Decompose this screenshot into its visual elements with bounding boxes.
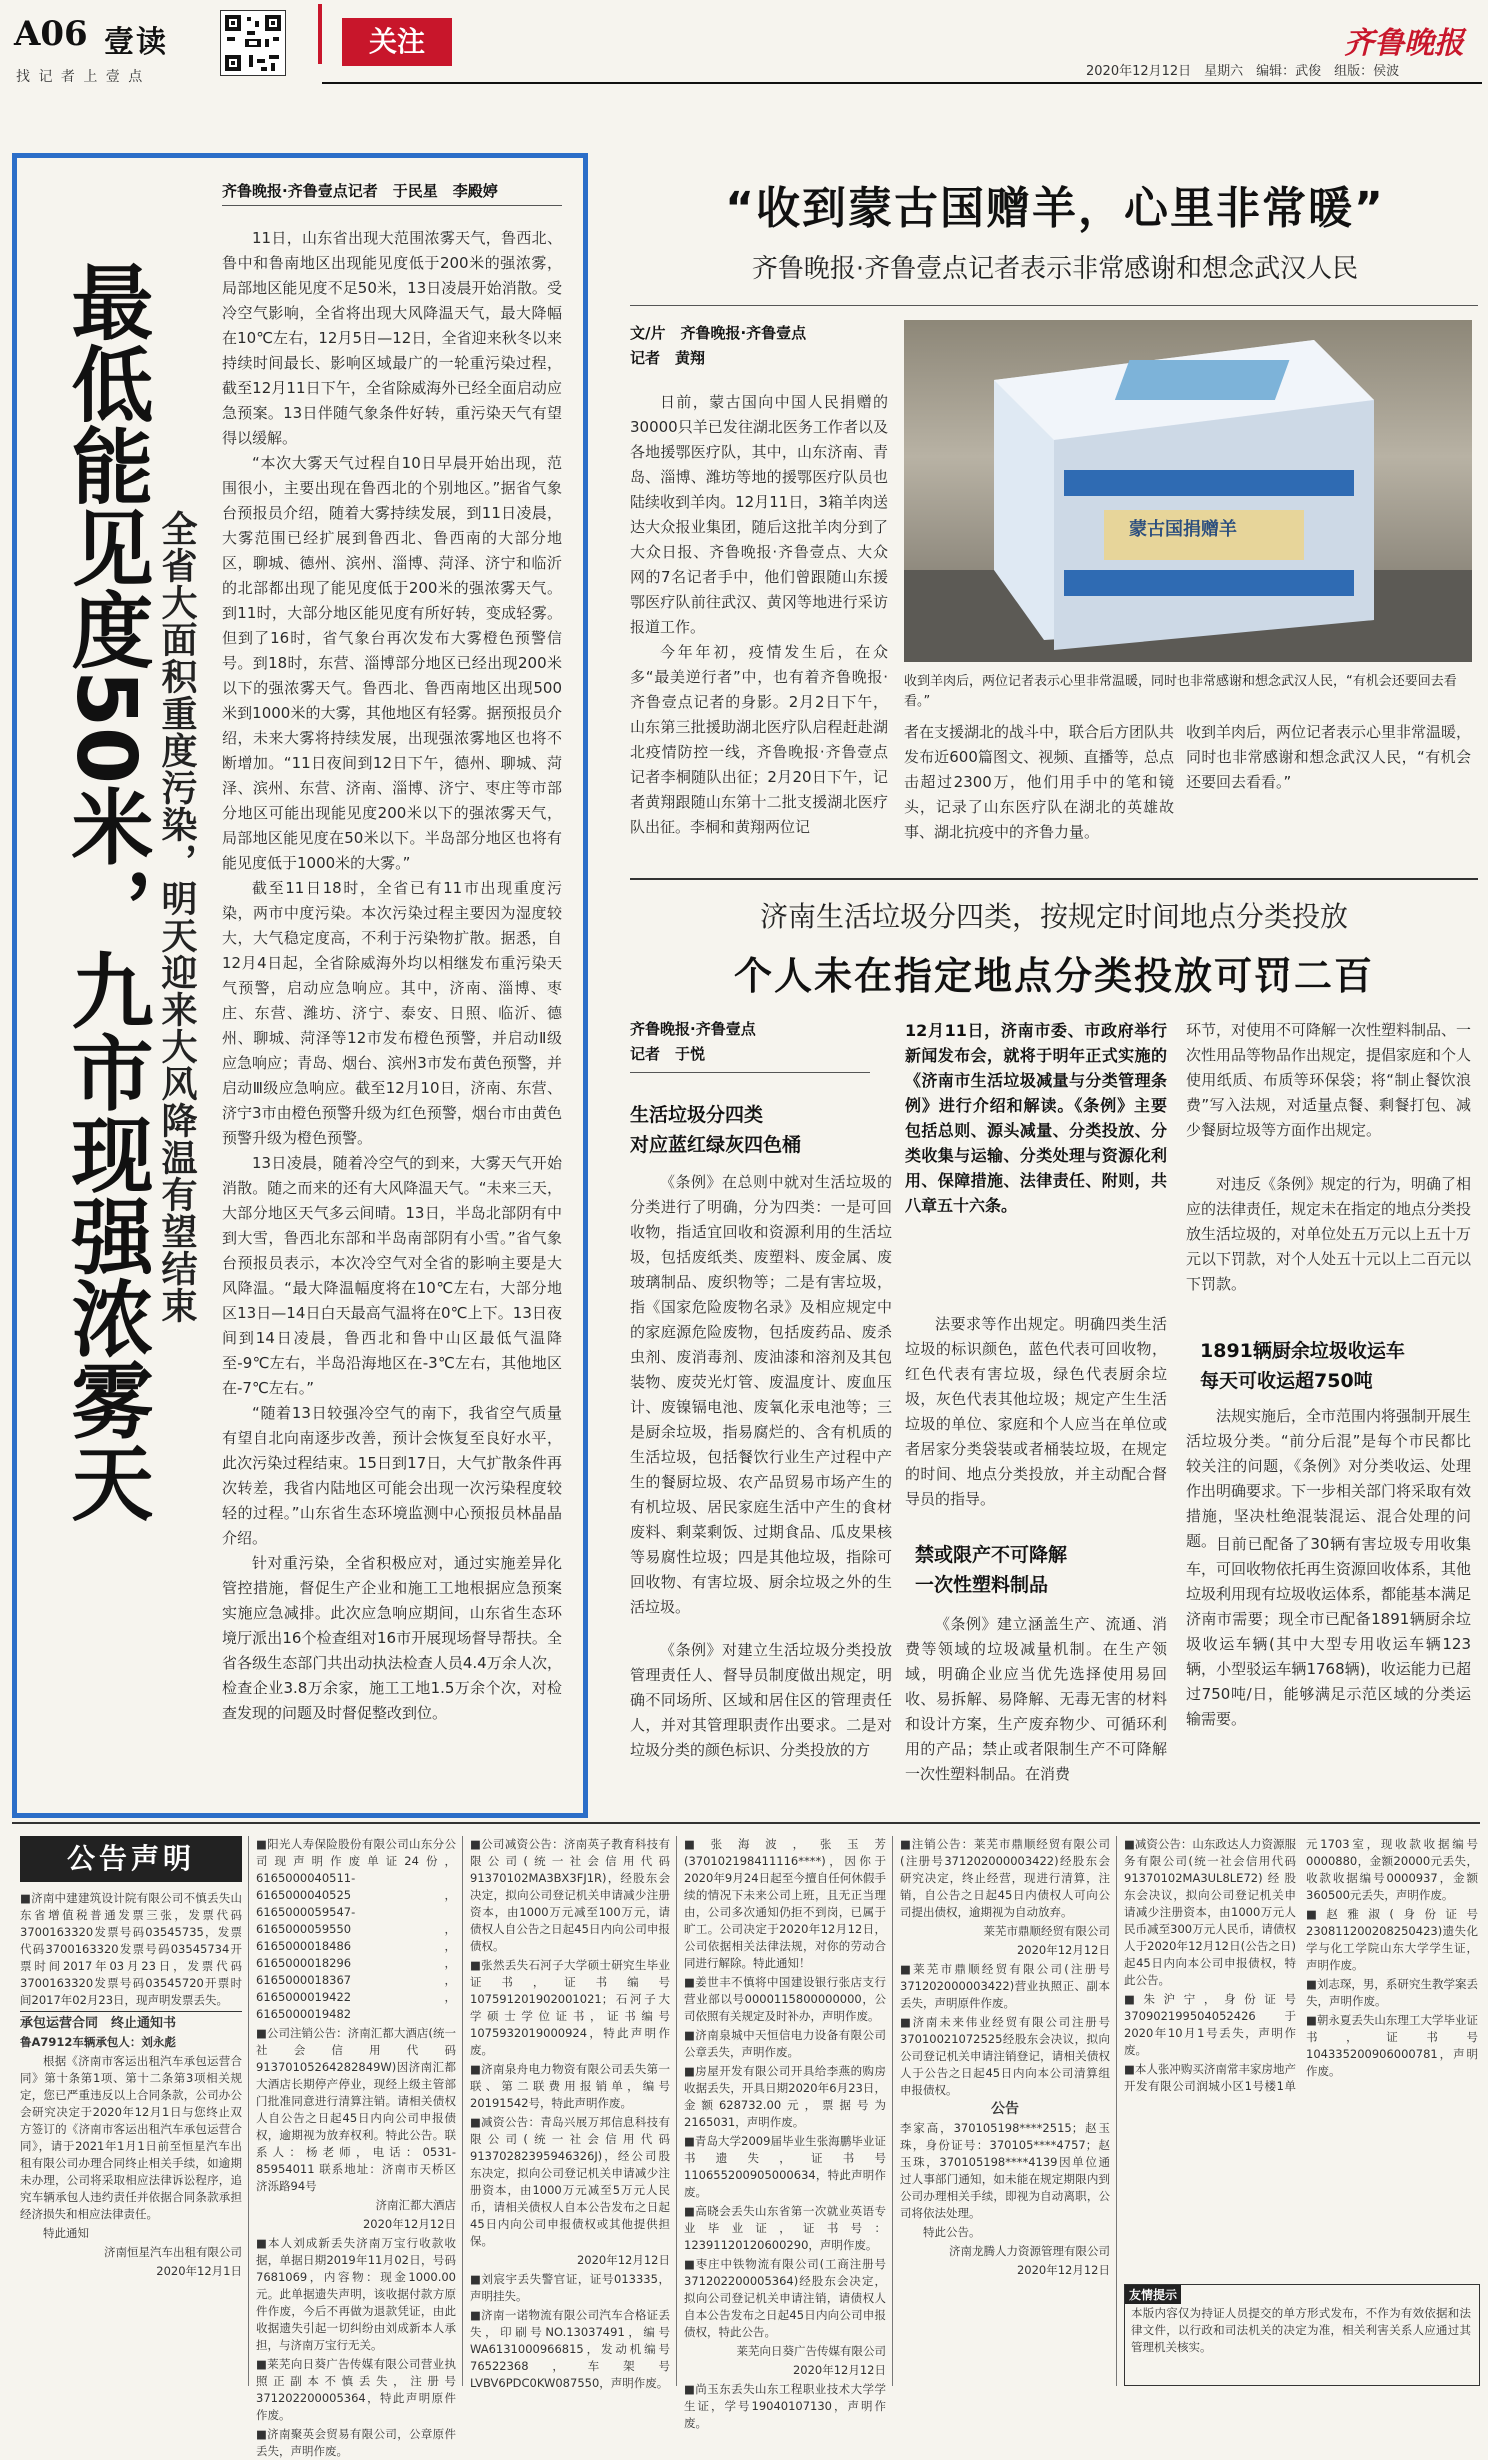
sheep-headline: “收到蒙古国赠羊，心里非常暖” [725,183,1385,234]
notice-1-3: 鲁A7912车辆承包人：刘永彪 [20,2035,176,2049]
trash-col3c: 法规实施后，全市范围内将强制开展生活垃圾分类。“前分后混”是每个市民都比较关注的问题，《条例》对分类收运、处理作出明确要求。下一步相关部门将采取有效措施，坚决杜绝混装混运、混合处理的问题。 [1186,1407,1472,1550]
sheep-para-1: 日前，蒙古国向中国人民捐赠的30000只羊已发往湖北医务工作者以及各地援鄂医疗队，其中，山东济南、青岛、淄博、潍坊等地的援鄂医疗队员也陆续收到羊肉。12月11日，3箱羊肉送达大众报业集团，随后这批羊肉分到了大众日报、齐鲁晚报·齐鲁壹点、大众网的7名记者手中，他们曾跟随山东援鄂医疗队前往武汉、黄冈等地进行采访报道工作。 [630,393,888,636]
notice-1-4: 根据《济南市客运出租汽车承包运营合同》第十条第1项、第十二条第3项相关规定，您已严重违反以上合同条款，公司办公会研究决定于2020年12月1日与您终止双方签订的《济南市客运出租汽车承包运营合同》，请于2021年1月1日前至恒星汽车出租有限公司办理合同终止相关手续，如逾期未办理，公司将采取相应法律诉讼程序，追究车辆承包人违约责任并依据合同条款承担经济损失和相应法律责任。 [20,2054,242,2221]
notice-6-2: ■朱沪宁，身份证号370902199504052426于2020年10月1号丢失，声明作废。 [1124,1992,1296,2057]
notice-6-3: ■本人张冲购买济南常丰家房地产开发有限公司润城小区1号楼1单元1703室，现收款收据编号0000880，金额20000元丢失，收款收据编号0000937，金额360500元丢失，声明作废。 [1124,1837,1478,2093]
trash-sub-1: 生活垃圾分四类 对应蓝红绿灰四色桶 [630,1104,802,1156]
trash-sub-3: 1891辆厨余垃圾收运车 每天可收运超750吨 [1200,1340,1405,1392]
notice-4-4: ■房屋开发有限公司开具给李燕的购房收据丢失，开具日期2020年6月23日，金额628732.00元，票据号为2165031，声明作废。 [684,2064,886,2129]
notice-5-3: 2020年12月12日 [1016,1943,1110,1957]
notice-divider-1 [248,1836,249,2386]
notice-2-4: 2020年12月12日 [362,2217,456,2231]
notice-col-6 [1124,1836,1478,2276]
notice-1-5: 特此通知 [43,2226,89,2240]
notice-col-4 [684,1836,886,2430]
page-code: A06 [14,14,88,54]
sheep-subhead: 齐鲁晚报·齐鲁壹点记者表示非常感谢和想念武汉人民 [751,254,1359,284]
notice-4-7: ■枣庄中铁物流有限公司(工商注册号371202200005364)经股东会决定，拟向公司登记机关申请注销，请债权人自本公告发布之日起45日内向公司申报债权，特此公告。 [684,2257,886,2339]
notice-6-6: ■朝永夏丢失山东理工大学毕业证书，证书号104335200906000781，声明作废。 [1306,2013,1478,2078]
notice-2-5: ■本人刘成新丢失济南万宝行收款收据，单据日期2019年11月02日，号码7681069，内容物：现金1000.00元。此单据遗失声明，该收据付款方原件作废，今后不再做为退款凭证，由此收据遗失引起一切纠纷由刘成新本人承担，与济南万宝行无关。 [256,2236,456,2352]
notices-label: 公告声明 [20,1836,242,1882]
trash-kicker: 济南生活垃圾分四类，按规定时间地点分类投放 [759,900,1348,933]
notice-4-3: ■济南泉城中天恒信电力设备有限公司公章丢失，声明作废。 [684,2028,886,2059]
byline-rule [222,205,562,206]
brand-logo: 齐鲁晚报 [1344,26,1464,61]
lead-subhead: 全省大面积重度污染，明天迎来大风降温有望结束 [156,510,197,1324]
trash-col3d: 目前已配备了30辆有害垃圾专用收集车，可回收物依托再生资源回收体系，其他垃圾利用现有垃圾收运体系，都能基本满足济南市需要；现全市已配备1891辆厨余垃圾收运车辆(其中大型专用收运车辆123辆，小型驳运车辆1768辆)，收运能力已超过750吨/日，能够满足示范区域的分类运输需要。 [1186,1535,1472,1728]
trash-col2b: 《条例》建立涵盖生产、流通、消费等领域的垃圾减量机制。在生产领域，明确企业应当优先选择使用易回收、易拆解、易降解、无毒无害的材料和设计方案，生产废弃物少、可循环利用的产品；禁止或者限制生产不可降解一次性塑料制品。在消费 [905,1615,1167,1783]
sheep-body [630,390,888,870]
notice-divider-2 [462,1836,463,2386]
sheep-rule [630,305,1478,306]
notice-5-2: 莱芜市鼎顺经贸有限公司 [983,1924,1110,1938]
lead-para-4: 13日凌晨，随着冷空气的到来，大雾天气开始消散。随之而来的还有大风降温天气。“未来三天，大部分地区天气多云间晴。13日，半岛北部阴有中到大雪，鲁西北东部和半岛南部阴有小雪。”省气象台预报员表示，本次冷空气对全省的影响主要是大风降温。“最大降温幅度将在10℃左右，大部分地区13日—14日白天最高气温将在0℃上下。13日夜间到14日凌晨，鲁西北和鲁中山区最低气温降至-9℃左右，半岛沿海地区在-3℃左右，其他地区在-7℃左右。” [222,1154,562,1397]
sheep-continuation: 者在支援湖北的战斗中，联合后方团队共发布近600篇图文、视频、直播等，总点击超过2300万，他们用手中的笔和镜头，记录了山东医疗队在湖北的英雄故事、湖北抗疫中的齐鲁力量。 [904,723,1175,841]
notice-6-4: ■赵雅淑(身份证号230811200208250423)遗失化学与化工学院山东大学学生证，声明作废。 [1306,1907,1478,1972]
sheep-byline-1: 文/片 齐鲁晚报·齐鲁壹点 [630,324,807,342]
friendly-tip-box [1124,2284,1480,2386]
notice-6-5: ■刘志琛，男，系研究生教学案丢失，声明作废。 [1306,1977,1478,2008]
notice-4-2: ■姜世丰不慎将中国建设银行张店支行营业部以号0000115800000000，公司依照有关规定及时补办，声明作废。 [684,1975,886,2023]
notice-divider-4 [892,1836,893,2386]
sheep-closing [1186,720,1471,870]
notice-3-5: 2020年12月12日 [576,2253,670,2267]
notice-4-1: ■张海波，张玉芳(370102198411116****)，因你于2020年9月24日起至今擅自任何休假手续的情况下未来公司上班，且无正当理由，公司多次通知仍拒不到岗，已属于旷工。公司决定于2020年12月12日，公司依据相关法律法规，对你的劳动合同进行解除。特此通知！ [684,1837,886,1970]
lead-headline: 最低能见度50米，九市现强浓雾天 [58,260,153,1523]
lead-para-6: 针对重污染，全省积极应对，通过实施差异化管控措施，督促生产企业和施工工地根据应急预案实施应急减排。此次应急响应期间，山东省生态环境厅派出16个检查组对16市开展现场督导帮扶。全省各级生态部门共出动执法检查人员4.4万余人次，检查企业3.8万余家，施工工地1.5万余个次，对检查发现的问题及时督促整改到位。 [222,1554,562,1722]
notice-4-5: ■青岛大学2009届毕业生张海鹏毕业证书遗失，证书号110655200905000634，特此声明作废。 [684,2134,886,2199]
sheep-boxes-icon [904,320,1472,662]
notice-6-1: ■减资公告：山东政达人力资源服务有限公司(统一社会信用代码91370102MA3UL8LE72)经股东会决议，拟向公司登记机关申请减少注册资本，由1000万元人民币减至300万元人民币，请债权人于2020年12月12日(公告之日)起45日内向本公司申报债权，特此公告。 [1124,1837,1296,1987]
notice-3-6: ■刘宸宇丢失警官证，证号013335，声明挂失。 [470,2272,670,2303]
notice-3-4: ■减资公告：青岛兴展万邦信息科技有限公司(统一社会信用代码91370282395946326J)，经公司股东决定，拟向公司登记机关申请减少注册资本，由1000万元减至5万元人民币，请相关债权人自本公告发布之日起45日内向公司申报债权或其他提供担保。 [470,2115,670,2248]
notice-1-7: 2020年12月1日 [156,2264,242,2278]
notice-divider-5 [1116,1836,1117,2386]
sheep-para-2: 今年年初，疫情发生后，在众多“最美逆行者”中，也有着齐鲁晚报·齐鲁壹点记者的身影。2月2日下午，山东第三批援助湖北医疗队启程赶赴湖北疫情防控一线，齐鲁晚报·齐鲁壹点记者李桐随队出征；2月20日下午，记者黄翔跟随山东第十二批支援湖北医疗队出征。李桐和黄翔两位记 [630,643,888,836]
sheep-closing-text: 收到羊肉后，两位记者表示心里非常温暖，同时也非常感谢和想念武汉人民，“有机会还要回去看看。” [1186,723,1472,791]
trash-col1: 《条例》在总则中就对生活垃圾的分类进行了明确，分为四类：一是可回收物，指适宜回收和资源利用的生活垃圾，包括废纸类、废塑料、废金属、废玻璃制品、废织物等；二是有害垃圾，指《国家危险废物名录》及相应规定中的家庭源危险废物，包括废药品、废杀虫剂、废消毒剂、废油漆和溶剂及其包装物、废荧光灯管、废温度计、废血压计、废镍镉电池、废氧化汞电池等；三是厨余垃圾，指易腐烂的、含有机质的生活垃圾，包括餐饮行业生产过程中产生的餐厨垃圾、农产品贸易市场产生的有机垃圾、居民家庭生活中产生的食材废料、剩菜剩饭、过期食品、瓜皮果核等易腐性垃圾；四是其他垃圾，指除可回收物、有害垃圾、厨余垃圾之外的生活垃圾。 [630,1173,892,1616]
notice-2-6: ■莱芜向日葵广告传媒有限公司营业执照正副本不慎丢失，注册号371202200005364，特此声明原件作废。 [256,2357,456,2422]
notice-col-5 [900,1836,1110,2385]
trash-byline-2: 记者 于悦 [630,1045,706,1063]
lead-byline: 齐鲁晚报·齐鲁壹点记者 于民星 李殿婷 [222,182,498,200]
photo-caption: 收到羊肉后，两位记者表示心里非常温暖，同时也非常感谢和想念武汉人民，“有机会还要回去看看。” [904,674,1457,709]
trash-byline-1: 齐鲁晚报·齐鲁壹点 [630,1020,756,1038]
lead-para-3: 截至11日18时，全省已有11市出现重度污染，两市中度污染。本次污染过程主要因为湿度较大，大气稳定度高，不利于污染物扩散。据悉，自12月4日起，全省除威海外均以相继发布重污染天气预警，启动应急响应。其中，济南、淄博、枣庄、东营、潍坊、济宁、泰安、日照、临沂、德州、聊城、菏泽等12市发布橙色预警，并启动Ⅱ级应急响应；青岛、烟台、滨州3市发布黄色预警，并启动Ⅲ级应急响应。截至12月10日，济南、东营、济宁3市由橙色预警升级为红色预警，烟台市由黄色预警升级为橙色预警。 [222,879,562,1147]
notice-2-3: 济南汇都大酒店 [375,2198,456,2212]
notice-col-1 [20,1890,242,2385]
notice-5-1: ■注销公告：莱芜市鼎顺经贸有限公司(注册号371202000003422)经股东会研究决定，终止经营，现进行清算，注销，自公告之日起45日内债权人可向公司提出债权，逾期视为自动放弃。 [900,1837,1110,1919]
notice-4-9: 2020年12月12日 [792,2363,886,2377]
notice-3-7: ■济南一诺物流有限公司汽车合格证丢失，印刷号NO.13037491，编号WA6131000966815，发动机编号76522368，车架号LVBV6PDC0KW087550，声明作废。 [470,2308,670,2390]
slogan: 找 记 者 上 壹 点 [16,69,145,85]
page-header [0,0,1488,95]
sheep-photo [904,320,1472,662]
trash-col1b: 《条例》对建立生活垃圾分类投放管理责任人、督导员制度做出规定，明确不同场所、区域和居住区的管理责任人，并对其管理职责作出要求。二是对垃圾分类的颜色标识、分类投放的方 [630,1641,892,1759]
trash-headline: 个人未在指定地点分类投放可罚二百 [733,954,1374,998]
notice-5-8: 特此公告。 [923,2225,981,2239]
tip-text: 本版内容仅为持证人员提交的单方形式发布，不作为有效依据和法律文件，以行政和司法机关的决定为准，相关利害关系人应通过其管理机关核实。 [1131,2306,1471,2354]
trash-col3b: 对违反《条例》规定的行为，明确了相应的法律责任，规定未在指定的地点分类投放生活垃圾的，对单位处五万元以上五十万元以下罚款，对个人处五十元以上二百元以下罚款。 [1186,1175,1472,1293]
box-label: 蒙古国捐赠羊 [1129,519,1237,540]
tip-label: 友情提示 [1125,2285,1181,2304]
trash-col2: 法要求等作出规定。明确四类生活垃圾的标识颜色，蓝色代表可回收物，红色代表有害垃圾，绿色代表厨余垃圾，灰色代表其他垃圾；规定产生生活垃圾的单位、家庭和个人应当在单位或者居家分类袋装或者桶装垃圾，在规定的时间、地点分类投放，并主动配合督导员的指导。 [905,1315,1167,1508]
section-divider [630,878,1478,880]
notice-4-6: ■高晓会丢失山东省第一次就业英语专业毕业证，证书号：12391120120600290，声明作废。 [684,2204,886,2252]
trash-lead: 12月11日，济南市委、市政府举行新闻发布会，就将于明年正式实施的《济南市生活垃圾减量与分类管理条例》进行介绍和解读。《条例》主要包括总则、源头减量、分类投放、分类收集与运输、分类处理与资源化利用、保障措施、法律责任、附则，共八章五十六条。 [905,1021,1167,1215]
notice-3-1: ■公司减资公告：济南英子教育科技有限公司(统一社会信用代码91370102MA3BX3FJ1R)，经股东会决定，拟向公司登记机关申请减少注册资本，由1000万元减至100万元，请债权人自公告之日起45日内向公司申报债权。 [470,1837,670,1953]
trash-byline-rule [630,1072,870,1073]
trash-sub-2: 禁或限产不可降解 一次性塑料制品 [915,1544,1068,1596]
tag-bar-icon [318,4,322,64]
date-line: 2020年12月12日 星期六 编辑：武俊 组版：侯波 [1086,64,1400,79]
header-rule [322,82,1482,84]
notice-5-10: 2020年12月12日 [1016,2263,1110,2277]
notice-2-2: ■公司注销公告：济南汇都大酒店(统一社会信用代码91370105264282849W)因济南汇都大酒店长期停产停业，现经上级主管部门批准同意进行清算注销。请相关债权人自公告之日起45日内向公司申报债权，逾期视为放弃权利。特此公告。联系人：杨老师，电话：0531-85954011 联系地址：济南市天桥区济泺路94号 [256,2026,456,2193]
lead-para-1: 11日，山东省出现大范围浓雾天气，鲁西北、鲁中和鲁南地区出现能见度低于200米的强浓雾，局部地区能见度不足50米，13日凌晨开始消散。受冷空气影响，全省将出现大风降温天气，最大降幅在10℃左右，12月5日—12日，全省迎来秋冬以来持续时间最长、影响区域最广的一轮重污染过程，截至12月11日下午，全省除威海外已经全面启动应急预案。13日伴随气象条件好转，重污染天气有望得以缓解。 [222,229,562,447]
trash-col3: 环节，对使用不可降解一次性塑料制品、一次性用品等物品作出规定，提倡家庭和个人使用纸质、布质等环保袋；将“制止餐饮浪费”写入法规，对适量点餐、剩餐打包、减少餐厨垃圾等方面作出规定。 [1186,1021,1472,1139]
notice-2-1: ■阳光人寿保险股份有限公司山东分公司现声明作废单证24份，6165000040511-6165000040525，6165000059547-6165000059550，6165000018486，6165000018296，6165000018367，6165000019422，6165000019482 [256,1837,456,2021]
qr-code-icon [220,10,286,76]
notice-5-7: 李家高，370105198****2515；赵玉珠，身份证号：370105****4757；赵玉珠，370105198****4139因单位通过人事部门通知，如未能在规定期限内到公司办理相关手续，即视为自动离职，公司将依法处理。 [900,2121,1110,2220]
notice-3-2: ■张然丢失石河子大学硕士研究生毕业证书，证书编号107591201902001021；石河子大学硕士学位证书，证书编号1075932019000924，特此声明作废。 [470,1958,670,2057]
lead-body [222,226,562,1791]
notice-divider-3 [676,1836,677,2386]
notice-4-10: ■尚玉东丢失山东工程职业技术大学学生证，学号19040107130，声明作废。 [684,2382,886,2430]
sheep-byline-2: 记者 黄翔 [630,349,706,367]
section-name: 壹读 [104,25,168,60]
notice-1-6: 济南恒星汽车出租有限公司 [104,2245,242,2259]
section-tag: 关注 [342,18,452,66]
notice-5-9: 济南龙腾人力资源管理有限公司 [949,2244,1110,2258]
notice-2-7: ■济南聚英会贸易有限公司，公章原件丢失，声明作废。 [256,2427,456,2458]
notice-1-1: ■济南中建建筑设计院有限公司不慎丢失山东省增值税普通发票三张，发票代码3700163320发票号码03545735，发票代码3700163320发票号码03545734开票时间2017年03月23日，发票代码3700163320发票号码03545720开票时间2017年02月23日，现声明发票丢失。 [20,1891,242,2007]
notice-5-4: ■莱芜市鼎顺经贸有限公司(注册号371202000003422)营业执照正、副本丢失，声明原件作废。 [900,1962,1110,2010]
notice-4-8: 莱芜向日葵广告传媒有限公司 [736,2344,886,2358]
notice-3-3: ■济南泉舟电力物资有限公司丢失第一联、第二联费用报销单，编号20191542号，特此声明作废。 [470,2062,670,2110]
notice-col-3 [470,1836,670,2390]
lead-para-2: “本次大雾天气过程自10日早晨开始出现，范围很小，主要出现在鲁西北的个别地区。”据省气象台预报员介绍，随着大雾持续发展，到11日凌晨，大雾范围已经扩展到鲁西北、鲁西南的大部分地区，聊城、德州、滨州、淄博、菏泽、济宁和临沂的北部都出现了能见度低于200米的强浓雾天气。到11时，大部分地区能见度有所好转，变成轻雾。但到了16时，省气象台再次发布大雾橙色预警信号。到18时，东营、淄博部分地区已经出现200米以下的强浓雾天气。鲁西北、鲁西南地区出现500米到1000米的大雾，其他地区有轻雾。据预报员介绍，未来大雾将持续发展，出现强浓雾地区也将不断增加。“11日夜间到12日下午，德州、聊城、菏泽、滨州、东营、济南、淄博、济宁、枣庄等市部分地区可能出现能见度200米以下的强浓雾天气，局部地区能见度在50米以下。半岛部分地区也将有能见度低于1000米的大雾。” [222,454,562,872]
notice-top-rule [12,1822,1480,1824]
notice-col-2 [256,1836,456,2458]
notice-5-6: 公告 [991,2101,1019,2117]
notice-5-5: ■济南未来伟业经贸有限公司注册号37010021072525经股东会决议，拟向公司登记机关申请注销登记，请相关债权人于公告之日起45日内向本公司清算组申报债权。 [900,2015,1110,2097]
notice-1-2: 承包运营合同 终止通知书 [20,2011,242,2032]
lead-para-5: “随着13日较强冷空气的南下，我省空气质量有望自北向南逐步改善，预计会恢复至良好水平，此次污染过程结束。15日到17日，大气扩散条件再次转差，我省内陆地区可能会出现一次污染程度较轻的过程。”山东省生态环境监测中心预报员林晶晶介绍。 [222,1404,562,1547]
